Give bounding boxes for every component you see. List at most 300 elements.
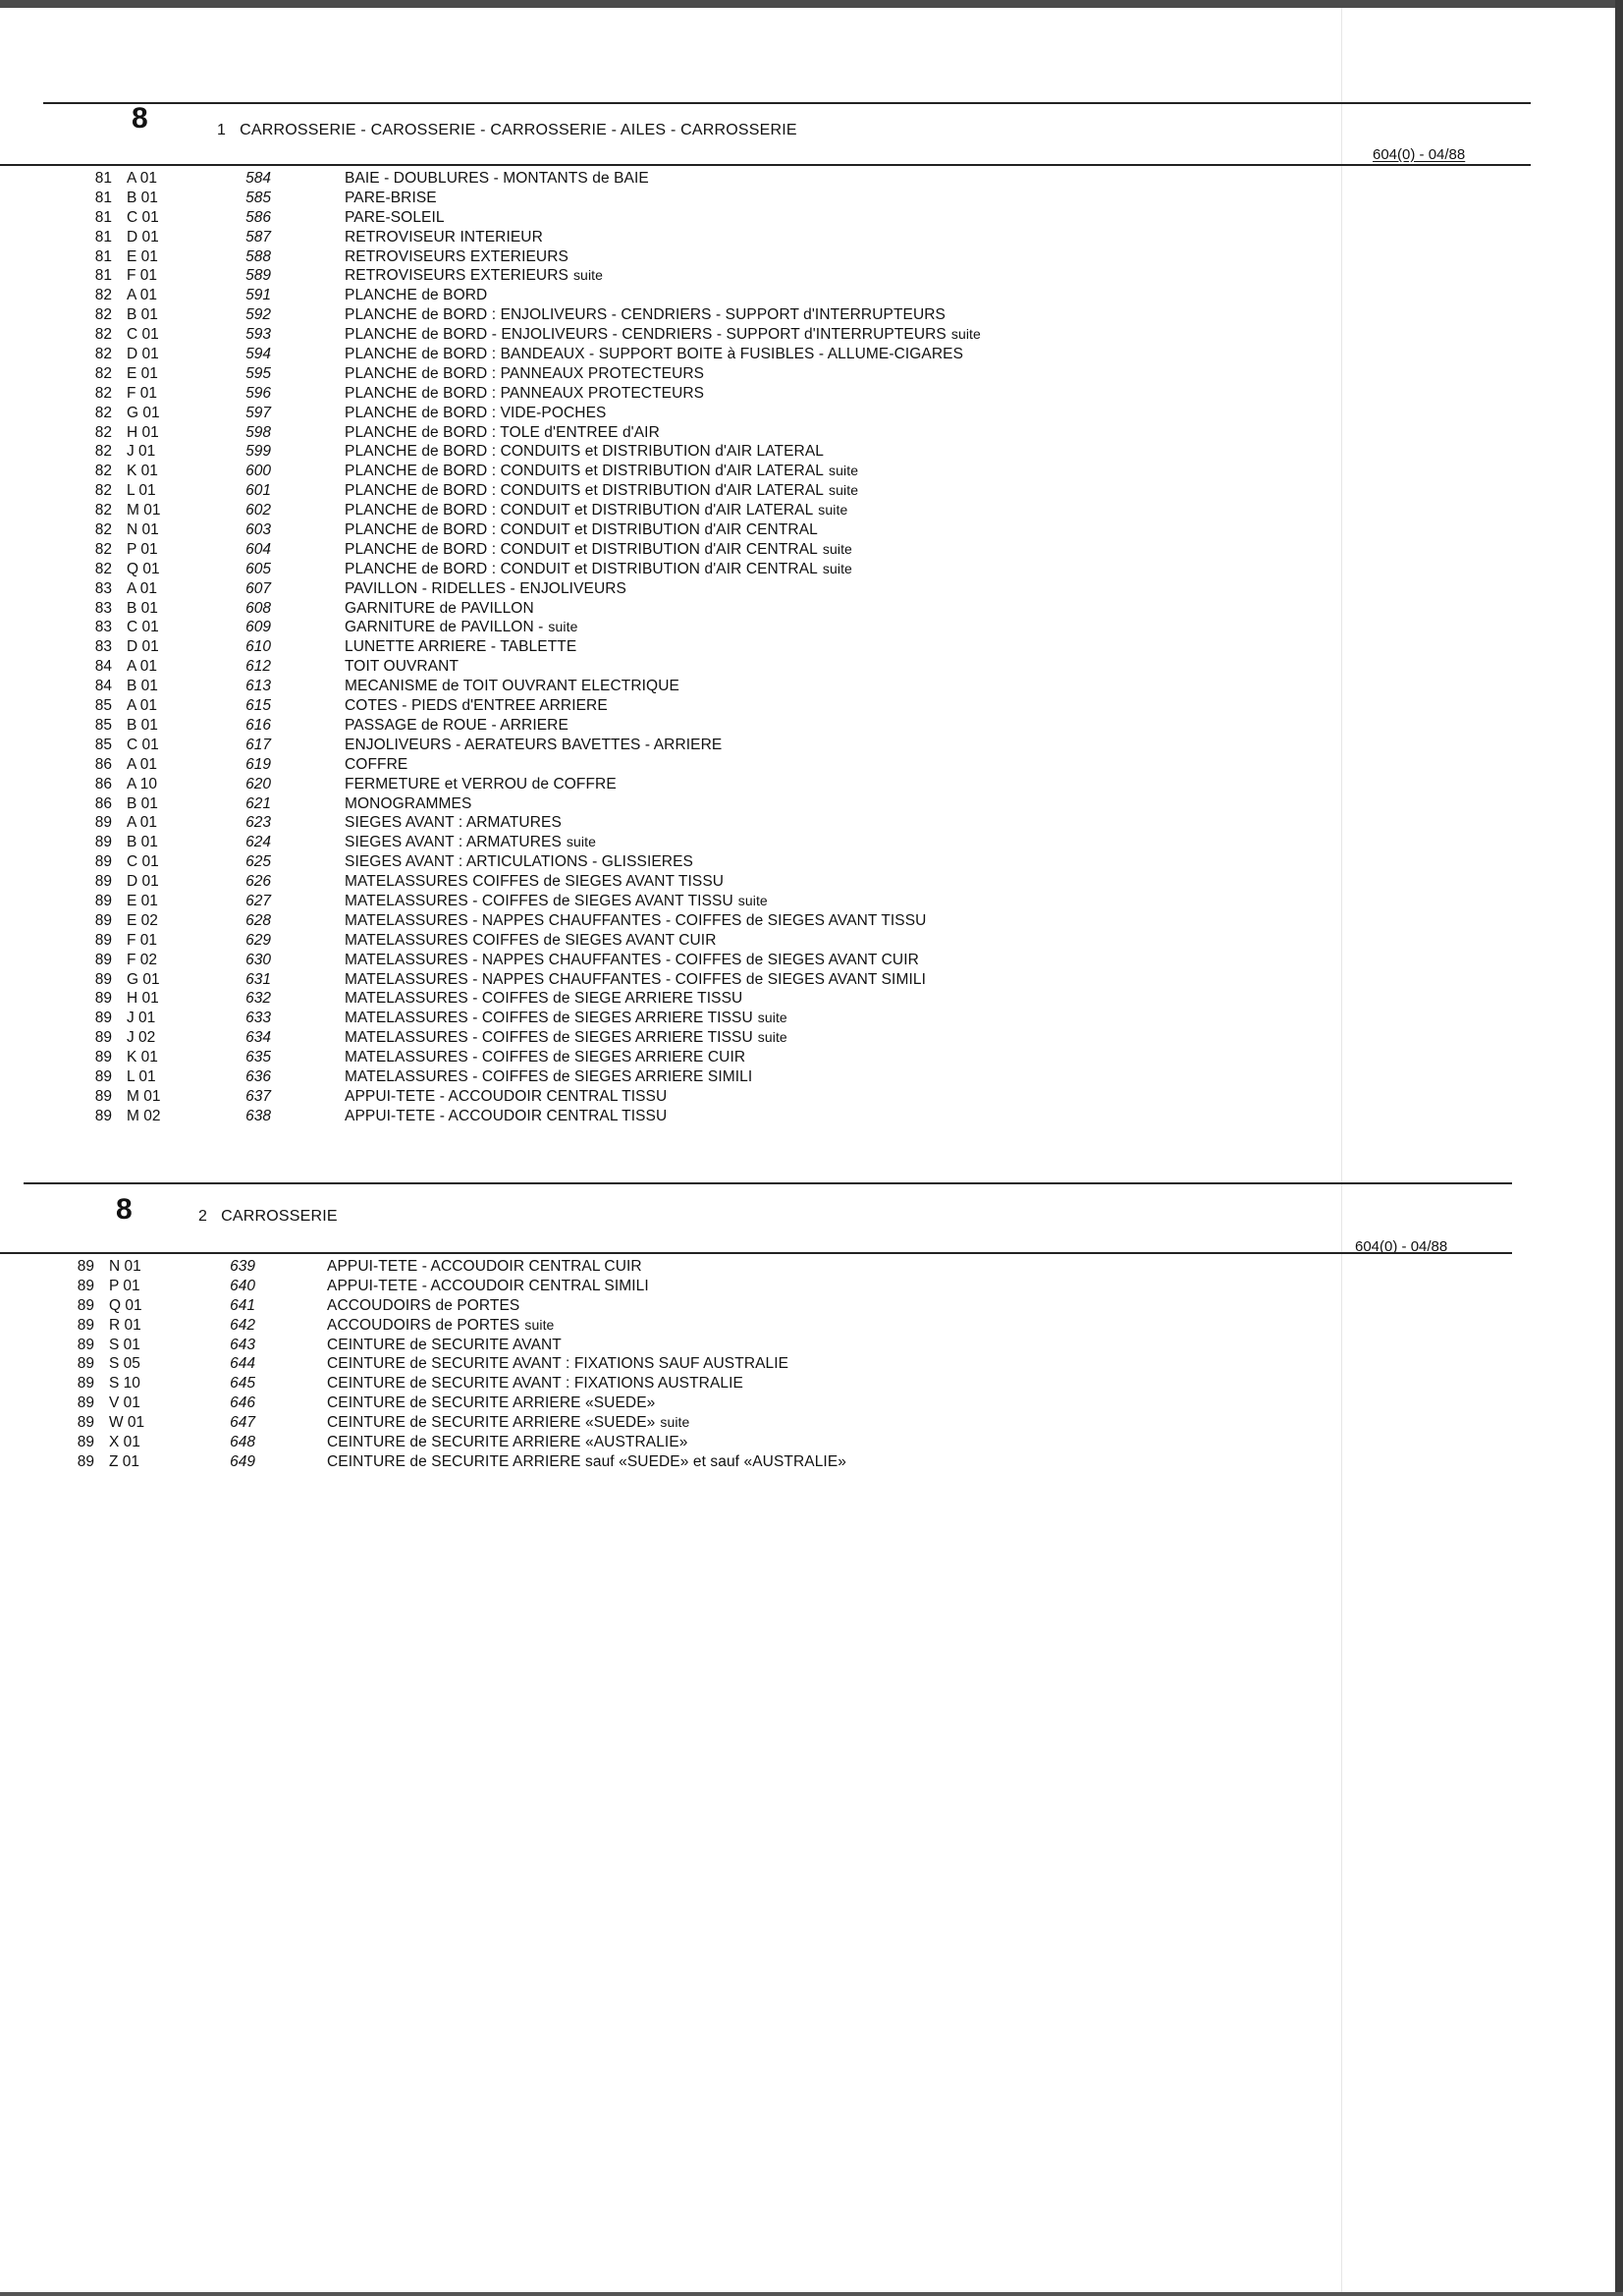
description-text: PLANCHE de BORD : BANDEAUX - SUPPORT BOITE à FUSIBLES - ALLUME-CIGARES — [345, 346, 964, 363]
page-number: 641 — [230, 1296, 255, 1314]
index-table — [0, 169, 1276, 1126]
item-code: C 01 — [127, 619, 159, 636]
table-row — [0, 970, 1276, 990]
table-row — [0, 755, 1276, 775]
table-row — [0, 1452, 1276, 1472]
section-reference: 604(0) - 04/88 — [1355, 1238, 1448, 1255]
description-text: RETROVISEURS EXTERIEURS — [345, 247, 568, 265]
page-number: 621 — [245, 794, 271, 812]
item-code: F 01 — [127, 931, 158, 949]
item-description — [345, 286, 487, 305]
item-description — [345, 696, 608, 716]
suite-suffix: suite — [822, 540, 852, 557]
group-number: 89 — [77, 1434, 94, 1451]
table-row — [0, 833, 1276, 852]
group-number: 89 — [94, 1087, 112, 1105]
table-row — [0, 1067, 1276, 1087]
page-number: 586 — [245, 208, 271, 226]
item-description — [345, 833, 596, 852]
item-code: E 01 — [127, 247, 158, 265]
item-code: P 01 — [109, 1277, 140, 1294]
table-row — [0, 1277, 1276, 1296]
item-code: X 01 — [109, 1434, 140, 1451]
table-row — [0, 1394, 1276, 1413]
page-number: 585 — [245, 189, 271, 206]
table-row — [0, 852, 1276, 872]
section-number: 8 — [116, 1193, 133, 1226]
item-description — [345, 1048, 745, 1067]
item-description — [345, 852, 693, 872]
group-number: 89 — [77, 1375, 94, 1393]
item-code: J 01 — [127, 443, 156, 461]
table-row — [0, 1433, 1276, 1452]
table-row — [0, 266, 1276, 286]
group-number: 86 — [94, 775, 112, 793]
item-description — [345, 970, 926, 990]
description-text: BAIE - DOUBLURES - MONTANTS de BAIE — [345, 170, 649, 187]
table-row — [0, 1048, 1276, 1067]
item-code: C 01 — [127, 326, 159, 344]
table-row — [0, 1257, 1276, 1277]
table-row — [0, 540, 1276, 560]
group-number: 82 — [94, 404, 112, 421]
table-row — [0, 520, 1276, 540]
section-reference: 604(0) - 04/88 — [1373, 146, 1466, 163]
description-text: PLANCHE de BORD : TOLE d'ENTREE d'AIR — [345, 423, 660, 441]
page-number: 598 — [245, 423, 271, 441]
scan-edge-top — [0, 0, 1623, 8]
description-text: PLANCHE de BORD : CONDUITS et DISTRIBUTION d'AIR LATERAL — [345, 463, 825, 480]
group-number: 89 — [77, 1336, 94, 1353]
page-number: 627 — [245, 892, 271, 909]
section-bottom-rule — [0, 164, 1531, 166]
item-code: M 01 — [127, 502, 161, 519]
item-code: F 01 — [127, 384, 158, 402]
description-text: MATELASSURES COIFFES de SIEGES AVANT CUIR — [345, 931, 717, 949]
item-code: D 01 — [127, 638, 159, 656]
page-number: 626 — [245, 873, 271, 891]
item-code: F 02 — [127, 951, 158, 968]
page-number: 596 — [245, 384, 271, 402]
item-description — [345, 599, 534, 619]
item-description — [345, 677, 679, 696]
description-text: CEINTURE de SECURITE ARRIERE «AUSTRALIE» — [327, 1434, 688, 1451]
page-number: 615 — [245, 697, 271, 715]
item-description — [345, 364, 704, 384]
page-number: 601 — [245, 482, 271, 500]
group-number: 89 — [94, 931, 112, 949]
group-number: 89 — [94, 990, 112, 1008]
section-title — [217, 122, 797, 139]
group-number: 89 — [94, 834, 112, 851]
description-text: MATELASSURES - NAPPES CHAUFFANTES - COIFFES de SIEGES AVANT SIMILI — [345, 970, 927, 988]
item-code: B 01 — [127, 189, 158, 206]
page-number: 609 — [245, 619, 271, 636]
item-description — [345, 951, 919, 970]
group-number: 82 — [94, 463, 112, 480]
description-text: COTES - PIEDS d'ENTREE ARRIERE — [345, 697, 608, 715]
page-number: 635 — [245, 1049, 271, 1066]
group-number: 81 — [94, 228, 112, 246]
suite-suffix: suite — [829, 482, 859, 499]
group-number: 82 — [94, 384, 112, 402]
section-title — [198, 1208, 338, 1226]
description-text: PLANCHE de BORD : PANNEAUX PROTECTEURS — [345, 384, 705, 402]
suite-suffix: suite — [566, 834, 596, 850]
group-number: 89 — [94, 1010, 112, 1027]
group-number: 85 — [94, 697, 112, 715]
group-number: 81 — [94, 208, 112, 226]
item-code: S 05 — [109, 1355, 140, 1373]
group-number: 85 — [94, 716, 112, 734]
suite-suffix: suite — [572, 267, 604, 284]
item-code: A 01 — [127, 814, 158, 832]
page-number: 593 — [245, 326, 271, 344]
table-row — [0, 305, 1276, 325]
description-text: ENJOLIVEURS - AERATEURS BAVETTES - ARRIERE — [345, 736, 723, 753]
page-number: 644 — [230, 1355, 255, 1373]
page-number: 640 — [230, 1277, 255, 1294]
page-number: 594 — [245, 346, 271, 363]
item-description — [327, 1394, 655, 1413]
group-number: 89 — [94, 951, 112, 968]
section-title-text: CARROSSERIE — [221, 1208, 338, 1225]
item-description — [345, 931, 717, 951]
item-description — [345, 384, 704, 404]
item-description — [345, 520, 818, 540]
description-text: MATELASSURES - COIFFES de SIEGES ARRIERE SIMILI — [345, 1067, 753, 1085]
group-number: 82 — [94, 326, 112, 344]
item-code: E 01 — [127, 892, 158, 909]
section-bottom-rule — [0, 1252, 1512, 1254]
item-description — [345, 716, 568, 736]
description-text: MATELASSURES - COIFFES de SIEGES ARRIERE TISSU — [345, 1010, 753, 1027]
page-number: 625 — [245, 853, 271, 871]
page-number: 589 — [245, 267, 271, 285]
item-description — [345, 423, 660, 443]
item-description — [327, 1316, 554, 1336]
table-row — [0, 1316, 1276, 1336]
group-number: 83 — [94, 619, 112, 636]
table-row — [0, 696, 1276, 716]
description-text: CEINTURE de SECURITE AVANT : FIXATIONS AUSTRALIE — [327, 1375, 743, 1393]
item-code: K 01 — [127, 1049, 158, 1066]
page-number: 592 — [245, 306, 271, 324]
table-row — [0, 1009, 1276, 1028]
table-row — [0, 228, 1276, 247]
suite-suffix: suite — [822, 560, 852, 576]
item-code: R 01 — [109, 1316, 141, 1334]
description-text: PLANCHE de BORD : CONDUITS et DISTRIBUTION d'AIR LATERAL — [345, 443, 825, 461]
description-text: LUNETTE ARRIERE - TABLETTE — [345, 638, 577, 656]
group-number: 89 — [77, 1394, 94, 1412]
group-number: 89 — [77, 1414, 94, 1432]
page-number: 629 — [245, 931, 271, 949]
item-code: H 01 — [127, 990, 159, 1008]
description-text: PARE-BRISE — [345, 189, 437, 206]
group-number: 89 — [94, 911, 112, 929]
description-text: MATELASSURES - COIFFES de SIEGES ARRIERE CUIR — [345, 1049, 746, 1066]
page-number: 588 — [245, 247, 271, 265]
item-code: J 01 — [127, 1010, 156, 1027]
item-description — [327, 1433, 688, 1452]
table-row — [0, 169, 1276, 189]
page-number: 597 — [245, 404, 271, 421]
section-top-rule — [43, 102, 1531, 104]
item-description — [327, 1374, 743, 1394]
table-row — [0, 208, 1276, 228]
item-code: H 01 — [127, 423, 159, 441]
page-number: 600 — [245, 463, 271, 480]
description-text: ACCOUDOIRS de PORTES — [327, 1296, 520, 1314]
group-number: 82 — [94, 502, 112, 519]
item-code: N 01 — [127, 521, 159, 539]
page-number: 584 — [245, 170, 271, 187]
table-row — [0, 911, 1276, 931]
item-code: A 01 — [127, 697, 158, 715]
group-number: 83 — [94, 579, 112, 597]
item-code: N 01 — [109, 1258, 141, 1275]
item-code: V 01 — [109, 1394, 140, 1412]
item-description — [345, 637, 576, 657]
page-number: 645 — [230, 1375, 255, 1393]
index-table — [0, 1257, 1276, 1472]
item-code: D 01 — [127, 228, 159, 246]
item-description — [345, 755, 407, 775]
suite-suffix: suite — [524, 1316, 555, 1333]
group-number: 81 — [94, 267, 112, 285]
description-text: CEINTURE de SECURITE ARRIERE «SUEDE» — [327, 1394, 656, 1412]
group-number: 82 — [94, 306, 112, 324]
page-number: 642 — [230, 1316, 255, 1334]
description-text: APPUI-TETE - ACCOUDOIR CENTRAL TISSU — [345, 1107, 668, 1124]
group-number: 89 — [94, 814, 112, 832]
group-number: 89 — [94, 873, 112, 891]
page-number: 647 — [230, 1414, 255, 1432]
description-text: MATELASSURES - NAPPES CHAUFFANTES - COIFFES de SIEGES AVANT TISSU — [345, 911, 927, 929]
description-text: TOIT OUVRANT — [345, 658, 460, 676]
item-code: A 01 — [127, 579, 158, 597]
item-code: A 01 — [127, 287, 158, 304]
table-row — [0, 579, 1276, 599]
item-description — [345, 579, 626, 599]
description-text: APPUI-TETE - ACCOUDOIR CENTRAL CUIR — [327, 1258, 642, 1275]
description-text: APPUI-TETE - ACCOUDOIR CENTRAL SIMILI — [327, 1277, 649, 1294]
item-code: W 01 — [109, 1414, 145, 1432]
description-text: PARE-SOLEIL — [345, 208, 445, 226]
item-code: A 01 — [127, 658, 158, 676]
description-text: GARNITURE de PAVILLON - — [345, 619, 544, 636]
item-description — [327, 1354, 788, 1374]
item-description — [345, 1067, 752, 1087]
item-code: C 01 — [127, 853, 159, 871]
description-text: MONOGRAMMES — [345, 794, 472, 812]
item-description — [345, 540, 852, 560]
item-description — [345, 1009, 787, 1028]
item-description — [327, 1296, 519, 1316]
group-number: 86 — [94, 755, 112, 773]
page-number: 605 — [245, 560, 271, 577]
description-text: SIEGES AVANT : ARMATURES — [345, 814, 562, 832]
suite-suffix: suite — [737, 892, 768, 908]
item-description — [345, 872, 724, 892]
item-code: A 10 — [127, 775, 158, 793]
item-description — [327, 1413, 689, 1433]
section-index: 1 — [217, 122, 227, 138]
group-number: 82 — [94, 482, 112, 500]
page-number: 591 — [245, 287, 271, 304]
item-code: B 01 — [127, 716, 158, 734]
table-row — [0, 1107, 1276, 1126]
description-text: PLANCHE de BORD : ENJOLIVEURS - CENDRIERS - SUPPORT d'INTERRUPTEURS — [345, 306, 946, 324]
table-row — [0, 599, 1276, 619]
table-row — [0, 384, 1276, 404]
description-text: PLANCHE de BORD : PANNEAUX PROTECTEURS — [345, 364, 705, 382]
table-row — [0, 286, 1276, 305]
item-code: C 01 — [127, 736, 159, 753]
table-row — [0, 775, 1276, 794]
item-description — [345, 1087, 667, 1107]
description-text: PASSAGE de ROUE - ARRIERE — [345, 716, 568, 734]
group-number: 89 — [77, 1296, 94, 1314]
table-row — [0, 404, 1276, 423]
item-code: D 01 — [127, 873, 159, 891]
group-number: 89 — [94, 1067, 112, 1085]
item-description — [345, 208, 445, 228]
page-number: 648 — [230, 1434, 255, 1451]
section-title-text: CARROSSERIE - CAROSSERIE - CARROSSERIE - AILES - CARROSSERIE — [240, 122, 797, 138]
table-row — [0, 442, 1276, 462]
table-row — [0, 560, 1276, 579]
item-description — [345, 325, 981, 345]
suite-suffix: suite — [660, 1414, 690, 1431]
description-text: APPUI-TETE - ACCOUDOIR CENTRAL TISSU — [345, 1087, 668, 1105]
page-number: 636 — [245, 1067, 271, 1085]
group-number: 89 — [94, 1049, 112, 1066]
page-number: 595 — [245, 364, 271, 382]
table-row — [0, 1087, 1276, 1107]
group-number: 84 — [94, 658, 112, 676]
table-row — [0, 501, 1276, 520]
description-text: MATELASSURES - COIFFES de SIEGES AVANT TISSU — [345, 892, 733, 909]
item-code: B 01 — [127, 794, 158, 812]
page-number: 649 — [230, 1452, 255, 1470]
group-number: 82 — [94, 287, 112, 304]
group-number: 81 — [94, 170, 112, 187]
description-text: RETROVISEUR INTERIEUR — [345, 228, 543, 246]
group-number: 89 — [94, 853, 112, 871]
item-code: P 01 — [127, 540, 158, 558]
item-description — [327, 1336, 562, 1355]
description-text: CEINTURE de SECURITE ARRIERE «SUEDE» — [327, 1414, 656, 1432]
page-number: 612 — [245, 658, 271, 676]
description-text: PAVILLON - RIDELLES - ENJOLIVEURS — [345, 579, 626, 597]
description-text: CEINTURE de SECURITE ARRIERE sauf «SUEDE» et sauf «AUSTRALIE» — [327, 1452, 846, 1470]
item-description — [345, 345, 963, 364]
page-number: 603 — [245, 521, 271, 539]
item-description — [345, 189, 437, 208]
item-code: B 01 — [127, 306, 158, 324]
table-row — [0, 345, 1276, 364]
group-number: 82 — [94, 521, 112, 539]
item-description — [345, 1028, 787, 1048]
item-description — [345, 305, 946, 325]
table-row — [0, 423, 1276, 443]
page-number: 623 — [245, 814, 271, 832]
item-code: Q 01 — [109, 1296, 142, 1314]
item-code: M 01 — [127, 1087, 161, 1105]
group-number: 82 — [94, 423, 112, 441]
group-number: 89 — [77, 1355, 94, 1373]
item-description — [345, 775, 617, 794]
table-row — [0, 247, 1276, 267]
table-row — [0, 657, 1276, 677]
description-text: MATELASSURES - NAPPES CHAUFFANTES - COIFFES de SIEGES AVANT CUIR — [345, 951, 919, 968]
suite-suffix: suite — [950, 326, 981, 343]
table-row — [0, 462, 1276, 481]
item-description — [345, 1107, 667, 1126]
table-row — [0, 716, 1276, 736]
item-code: G 01 — [127, 404, 160, 421]
description-text: PLANCHE de BORD : CONDUIT et DISTRIBUTION d'AIR CENTRAL — [345, 521, 818, 539]
item-code: L 01 — [127, 1067, 156, 1085]
table-row — [0, 325, 1276, 345]
table-row — [0, 618, 1276, 637]
item-code: G 01 — [127, 970, 160, 988]
item-code: J 02 — [127, 1029, 156, 1047]
group-number: 82 — [94, 346, 112, 363]
item-description — [345, 462, 858, 481]
item-description — [327, 1277, 649, 1296]
description-text: RETROVISEURS EXTERIEURS — [345, 267, 568, 285]
page-number: 608 — [245, 599, 271, 617]
group-number: 89 — [94, 892, 112, 909]
page-number: 643 — [230, 1336, 255, 1353]
page-number: 633 — [245, 1010, 271, 1027]
item-description — [345, 813, 562, 833]
page-number: 613 — [245, 678, 271, 695]
item-description — [345, 228, 543, 247]
description-text: PLANCHE de BORD : VIDE-POCHES — [345, 404, 607, 421]
item-code: Q 01 — [127, 560, 160, 577]
group-number: 89 — [77, 1452, 94, 1470]
page-number: 646 — [230, 1394, 255, 1412]
page-number: 587 — [245, 228, 271, 246]
suite-suffix: suite — [818, 502, 848, 519]
description-text: PLANCHE de BORD : CONDUIT et DISTRIBUTION d'AIR CENTRAL — [345, 560, 818, 577]
item-description — [345, 618, 578, 637]
suite-suffix: suite — [829, 463, 859, 479]
description-text: FERMETURE et VERROU de COFFRE — [345, 775, 617, 793]
suite-suffix: suite — [757, 1010, 787, 1026]
description-text: SIEGES AVANT : ARMATURES — [345, 834, 562, 851]
suite-suffix: suite — [757, 1029, 787, 1046]
table-row — [0, 931, 1276, 951]
description-text: PLANCHE de BORD : CONDUIT et DISTRIBUTION d'AIR CENTRAL — [345, 540, 818, 558]
item-code: S 01 — [109, 1336, 140, 1353]
group-number: 82 — [94, 364, 112, 382]
description-text: PLANCHE de BORD : CONDUIT et DISTRIBUTION d'AIR LATERAL — [345, 502, 814, 519]
table-row — [0, 736, 1276, 755]
item-description — [345, 442, 824, 462]
group-number: 89 — [94, 1029, 112, 1047]
table-row — [0, 677, 1276, 696]
description-text: ACCOUDOIRS de PORTES — [327, 1316, 520, 1334]
table-row — [0, 1336, 1276, 1355]
item-description — [345, 266, 603, 286]
group-number: 83 — [94, 599, 112, 617]
page-number: 637 — [245, 1087, 271, 1105]
